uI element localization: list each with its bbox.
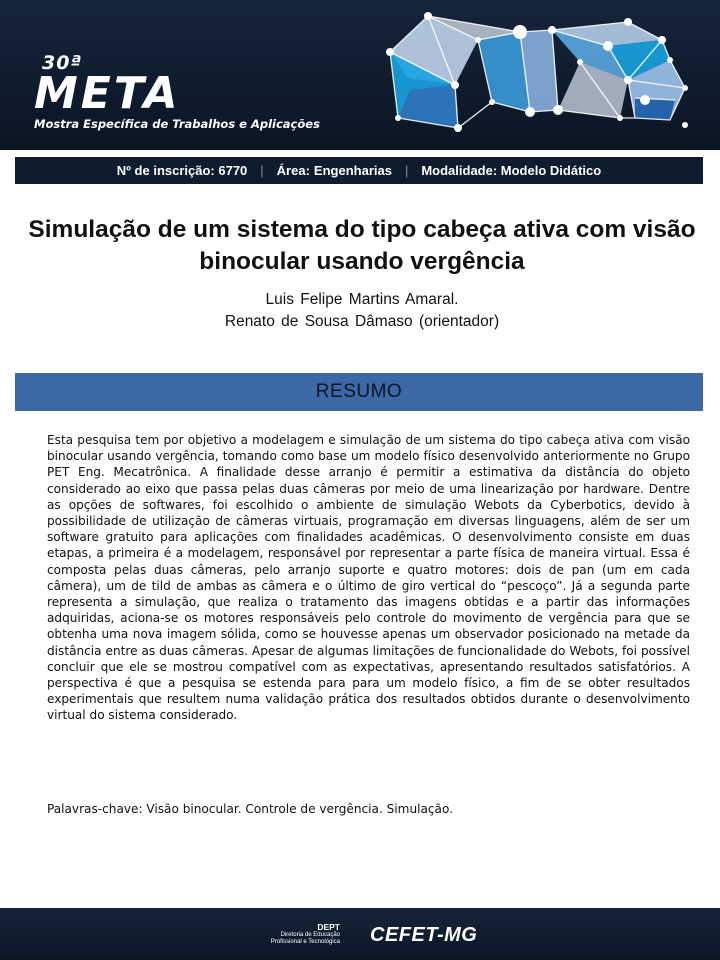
institution-logo: CEFET-MG <box>370 924 478 946</box>
separator: | <box>404 163 409 178</box>
area-value: Engenharias <box>313 163 392 178</box>
dept-line-2: Profissional e Tecnológica <box>270 939 340 945</box>
network-graphic <box>370 0 720 150</box>
header-banner <box>0 0 720 150</box>
section-heading: RESUMO <box>15 373 703 411</box>
info-bar <box>15 157 703 184</box>
dept-logo <box>262 922 340 946</box>
event-logo: META <box>34 68 181 119</box>
modality: Modalidade: Modelo Didático <box>421 163 602 178</box>
keywords: Palavras-chave: Visão binocular. Controle de vergência. Simulação. <box>47 802 453 816</box>
dept-name: DEPT <box>317 922 340 932</box>
paper-title: Simulação de um sistema do tipo cabeça ativa com visão binocular usando vergência <box>28 216 696 275</box>
event-tagline: Mostra Específica de Trabalhos e Aplicações <box>34 117 320 131</box>
separator: | <box>260 163 264 178</box>
dept-line-1: Diretoria de Educação <box>280 932 340 938</box>
advisor-name: Renato de Sousa Dâmaso (orientador) <box>224 313 500 330</box>
author-name: Luis Felipe Martins Amaral. <box>265 291 459 308</box>
footer <box>0 908 720 960</box>
area-label: Área: <box>276 163 310 178</box>
abstract-text: Esta pesquisa tem por objetivo a modelagem e simulação de um sistema do tipo cabeça ativa com visão binocular usando vergência, tomando como base um modelo físico desenvolvido anteriormente no Grupo PET Eng. Mecatrônica. A finalidade desse arranjo é permitir a estimativa da distância do objeto considerado ao eixo que passa pelas duas câmeras por meio de uma linearização por hardware. Dentre as opções de softwares, foi escolhido o ambiente de simulação Webots da Cyberbotics, devido à possibilidade de utilização de câmeras virtuais, programação em diversas linguagens, além de ser um software gratuito para aplicações com finalidades acadêmicas. O desenvolvimento consiste em duas etapas, a primeira é a modelagem, responsável por representar a parte física de maneira virtual. Essa é composta pelas duas câmeras, pelo arranjo suporte e quatro motores: dois de pan (um em cada câmera), um de tild de ambas as câmera e o último de giro vertical do “pescoço”. Já a segunda parte representa a simulação, que realiza o tratamento das imagens obtidas e a partir das informações adquiridas, aciona-se os motores responsáveis pelo controle do movimento de vergência para que se obtenha uma nova imagem sólida, como se houvesse apenas um observador posicionado na metade da distância entre as duas câmeras. Apesar de algumas limitações de funcionalidade do Webots, foi possível concluir que ele se mostrou compatível com as expectativas, apresentando resultados satisfatórios. A perspectiva é que a pesquisa se estenda para para um modelo físico, a fim de se obter resultados experimentais que resultem numa validação prática dos resultados obtidos durante o desenvolvimento virtual do sistema considerado. <box>47 433 690 723</box>
edition-number: 30ª <box>42 52 83 74</box>
authors <box>20 289 704 333</box>
registration-number: Nº de inscrição: 6770 <box>116 163 248 178</box>
